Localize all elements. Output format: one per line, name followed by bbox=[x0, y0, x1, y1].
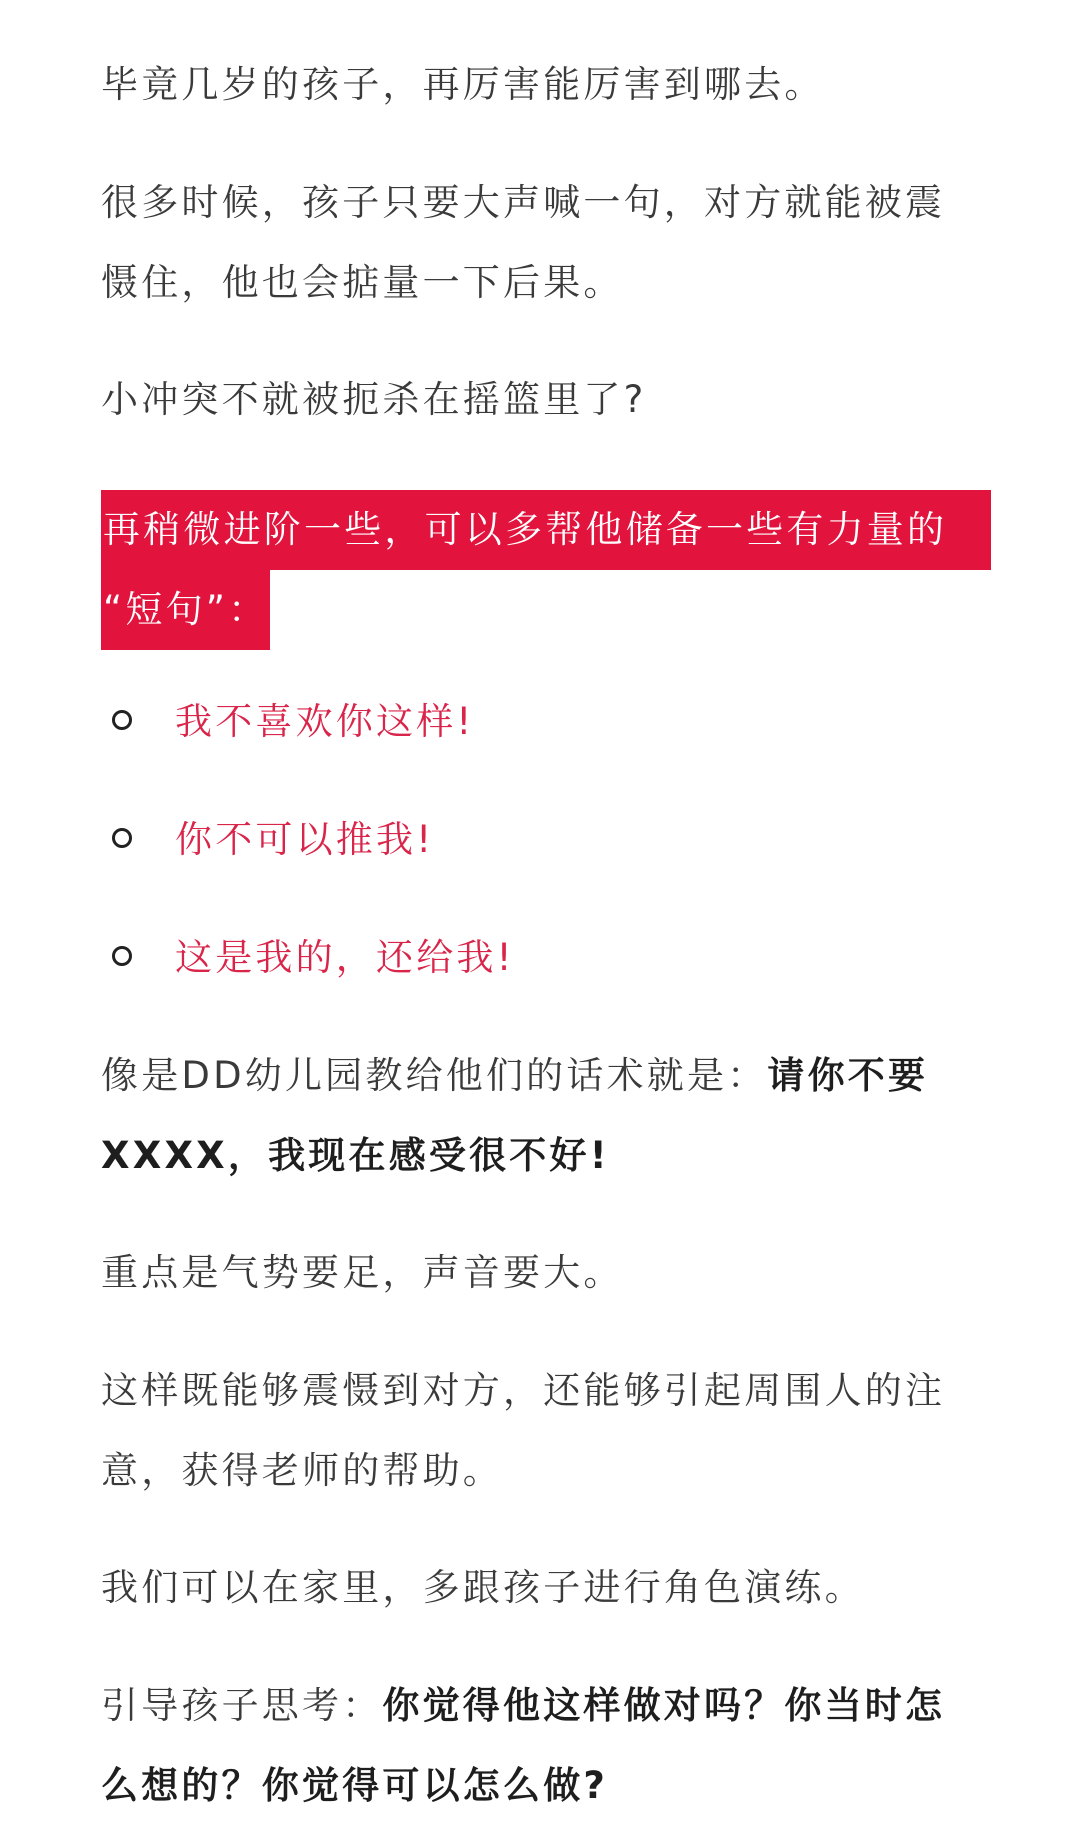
paragraph-text: 意，获得老师的帮助。 bbox=[101, 1449, 503, 1492]
paragraph bbox=[101, 1666, 981, 1826]
paragraph-text: 我们可以在家里，多跟孩子进行角色演练。 bbox=[101, 1566, 865, 1609]
paragraph-text: 这样既能够震慑到对方，还能够引起周围人的注 bbox=[101, 1369, 946, 1412]
paragraph-text-bold: 请你不要 bbox=[767, 1054, 929, 1097]
list-item bbox=[112, 682, 972, 762]
paragraph bbox=[101, 1036, 981, 1196]
paragraph-text: 很多时候，孩子只要大声喊一句，对方就能被震 bbox=[101, 181, 946, 224]
paragraph-text-bold: 你觉得他这样做对吗？你当时怎 bbox=[382, 1684, 946, 1727]
paragraph-text bbox=[101, 1666, 981, 1746]
paragraph bbox=[101, 163, 981, 323]
highlight-text: 再稍微进阶一些，可以多帮他储备一些有力量的 bbox=[101, 490, 991, 570]
paragraph bbox=[101, 1351, 981, 1511]
paragraph-text-normal: 像是DD幼儿园教给他们的话术就是： bbox=[101, 1054, 768, 1097]
bullet-circle-icon bbox=[112, 946, 132, 966]
list-item-text: 你不可以推我! bbox=[175, 818, 435, 861]
paragraph bbox=[101, 1233, 981, 1313]
highlight-text: “短句”： bbox=[101, 570, 270, 650]
list-item bbox=[112, 800, 972, 880]
bullet-circle-icon bbox=[112, 710, 132, 730]
paragraph-text: 慑住，他也会掂量一下后果。 bbox=[101, 261, 624, 304]
paragraph-text: 重点是气势要足，声音要大。 bbox=[101, 1251, 624, 1294]
list-item-text: 我不喜欢你这样! bbox=[175, 700, 475, 743]
bullet-circle-icon bbox=[112, 828, 132, 848]
paragraph bbox=[101, 45, 981, 125]
paragraph-text bbox=[101, 1036, 981, 1116]
paragraph bbox=[101, 360, 981, 440]
paragraph-text-bold: 么想的？你觉得可以怎么做? bbox=[101, 1764, 609, 1807]
list-item-text: 这是我的，还给我! bbox=[175, 936, 515, 979]
paragraph bbox=[101, 1548, 981, 1628]
paragraph-text-normal: 引导孩子思考： bbox=[101, 1684, 383, 1727]
highlighted-paragraph bbox=[101, 490, 1001, 650]
paragraph-text: 毕竟几岁的孩子，再厉害能厉害到哪去。 bbox=[101, 63, 825, 106]
paragraph-text-bold: XXXX，我现在感受很不好! bbox=[101, 1134, 610, 1177]
list-item bbox=[112, 918, 972, 998]
paragraph-text: 小冲突不就被扼杀在摇篮里了? bbox=[101, 378, 647, 421]
